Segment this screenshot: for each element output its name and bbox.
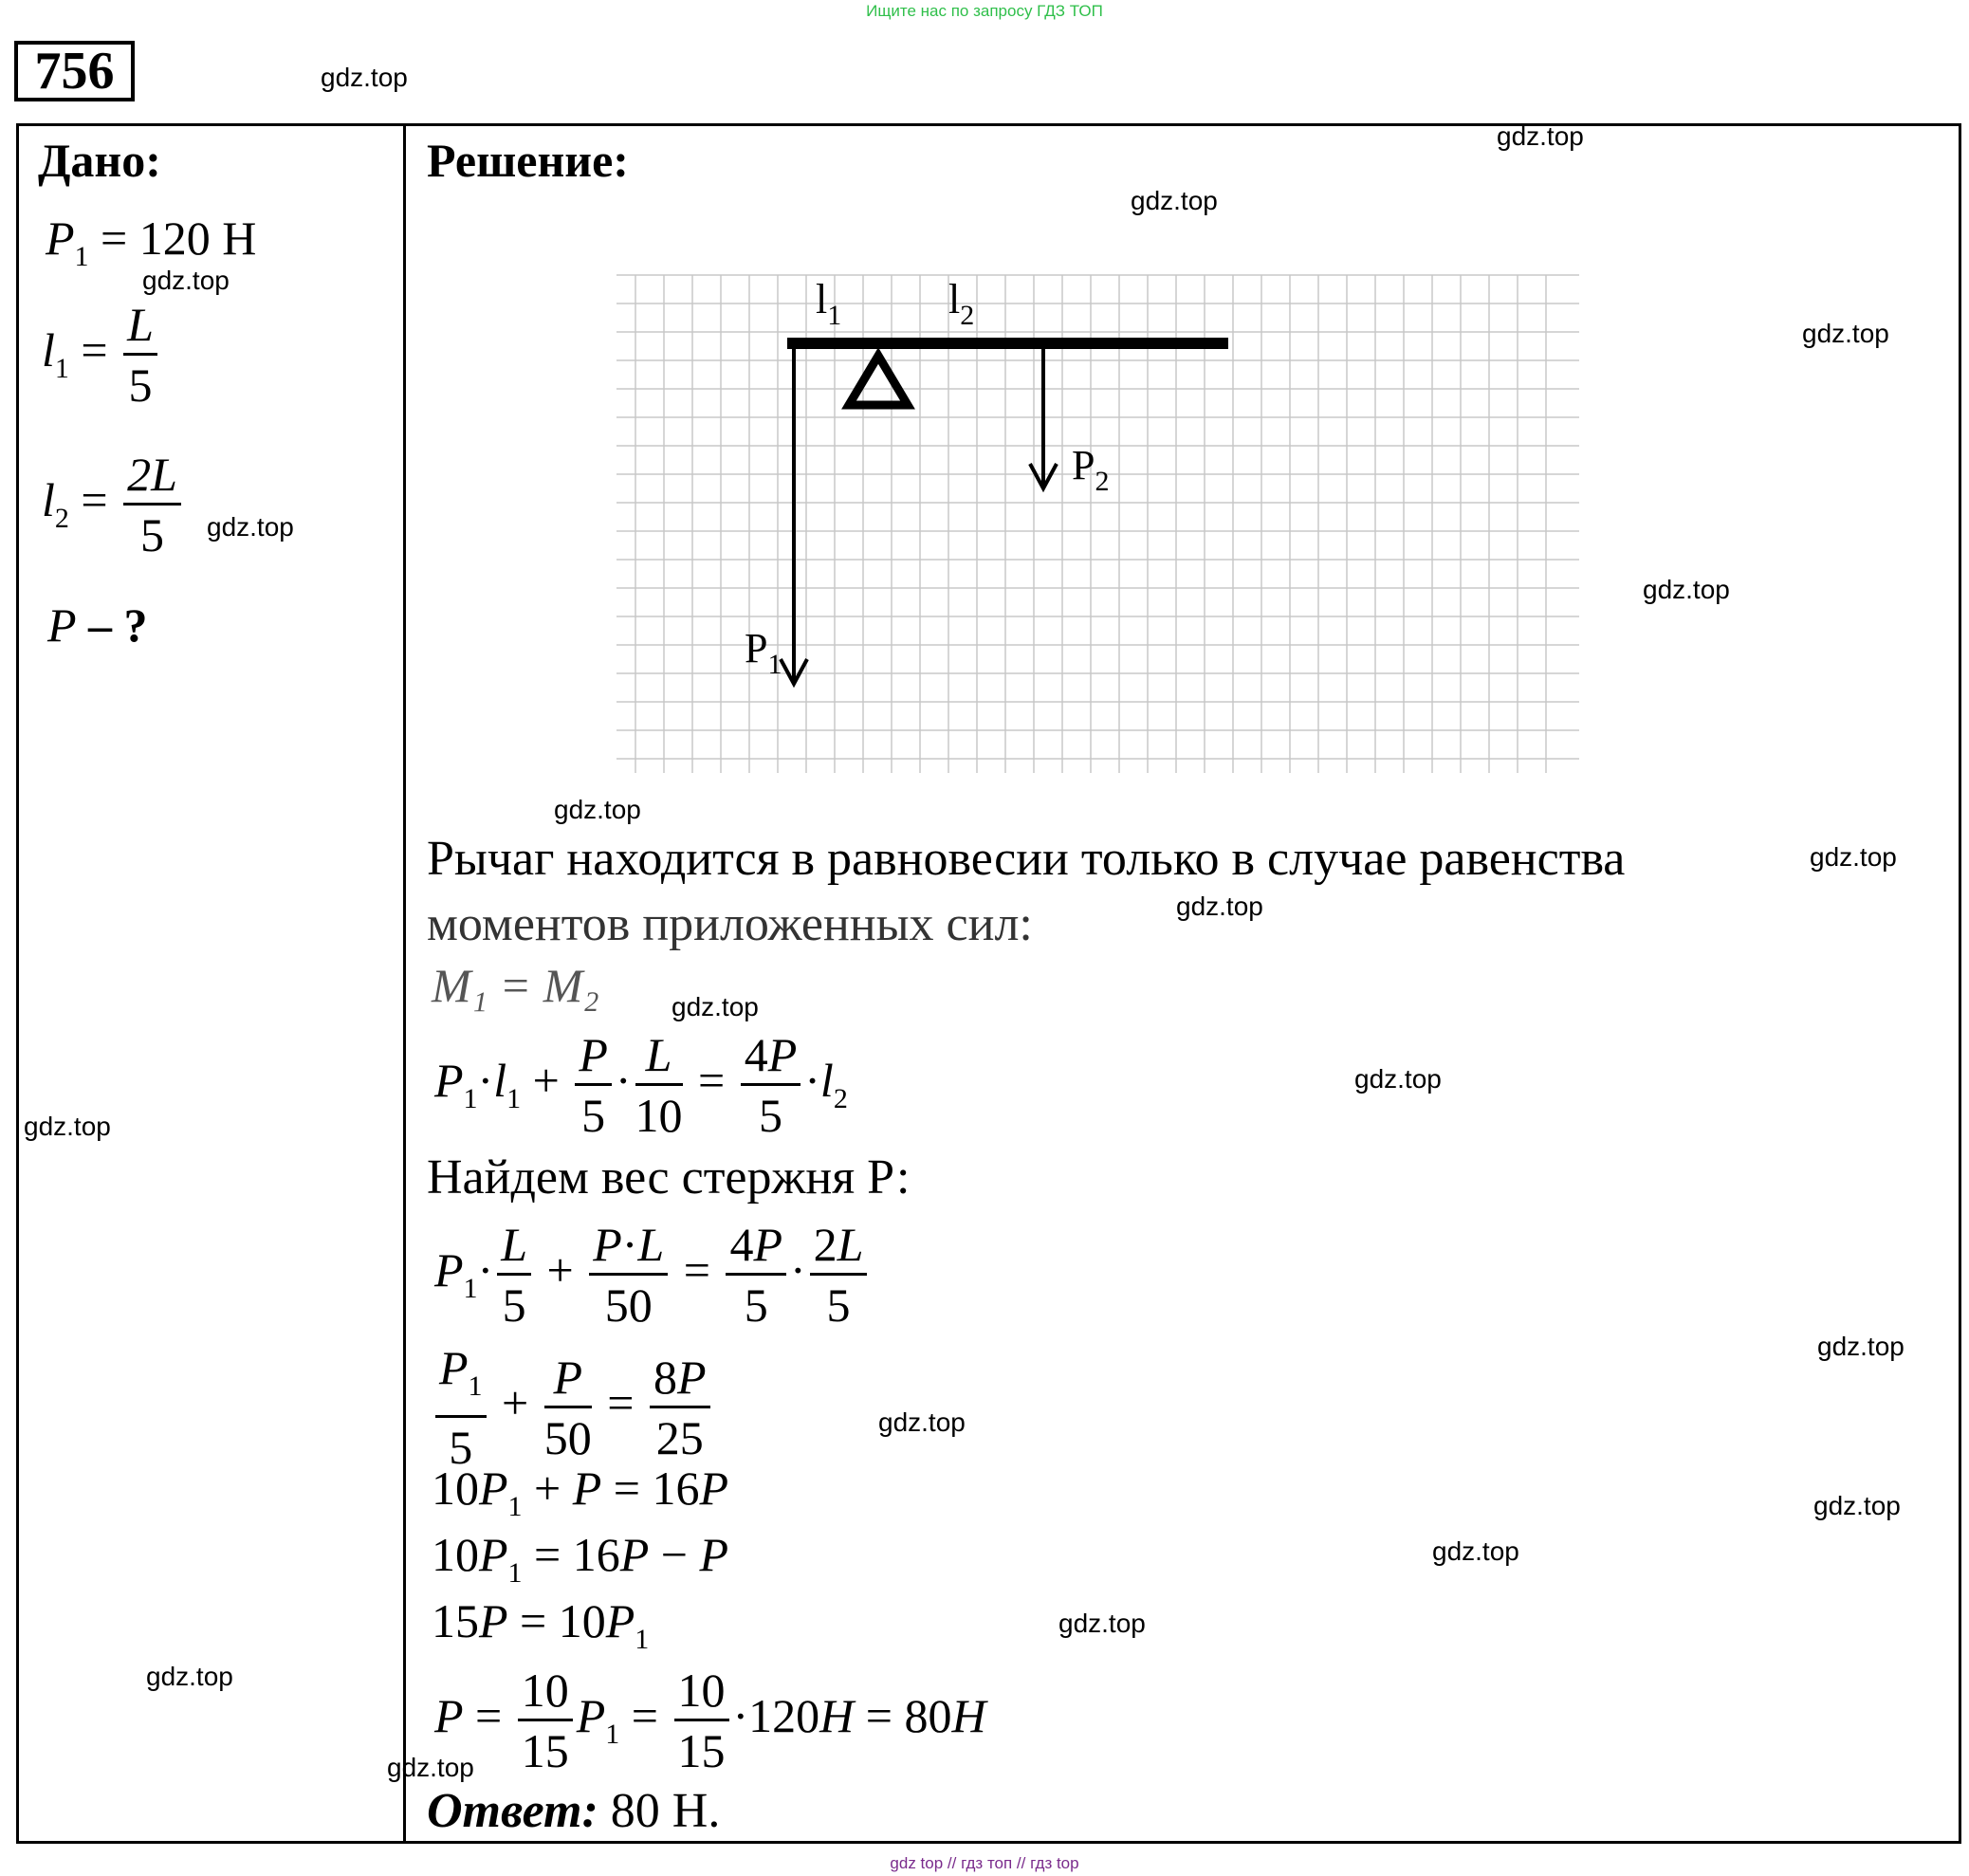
l2-eq: = xyxy=(81,472,108,526)
watermark: gdz.top xyxy=(1802,319,1889,348)
l2-subscript: 2 xyxy=(54,502,69,534)
l1-denominator: 5 xyxy=(128,359,153,412)
top-search-hint[interactable]: Ищите нас по запросу ГДЗ ТОП xyxy=(866,2,1103,20)
watermark: gdz.top xyxy=(1817,1332,1905,1361)
label-l2: $l_2$ xyxy=(948,276,975,331)
text-find-weight: Найдем вес стержня Р: xyxy=(427,1150,911,1205)
p1-symbol: P xyxy=(46,212,75,265)
answer-value: 80 Н. xyxy=(610,1784,721,1838)
p1-value: = 120 Н xyxy=(101,212,257,265)
given-p1 xyxy=(46,211,256,273)
l1-symbol: l xyxy=(42,322,55,377)
text-equilibrium-line1: Рычаг находится в равновесии только в случае равенства xyxy=(427,832,1626,886)
l2-numerator: 2L xyxy=(123,446,181,506)
watermark: gdz.top xyxy=(24,1112,111,1141)
eq-moments: M₁ = M₂ xyxy=(432,959,599,1012)
watermark: gdz.top xyxy=(1643,575,1730,604)
watermark: gdz.top xyxy=(1058,1609,1146,1638)
eq-step3: $15P = 10P_1$ xyxy=(432,1594,650,1655)
watermark: gdz.top xyxy=(387,1753,474,1782)
watermark: gdz.top xyxy=(321,63,408,92)
label-l1: $l_1$ xyxy=(816,276,842,331)
watermark: gdz.top xyxy=(554,795,641,824)
solution-heading: Решение: xyxy=(427,134,629,187)
l2-denominator: 5 xyxy=(140,508,165,561)
watermark: gdz.top xyxy=(1354,1064,1442,1094)
given-find xyxy=(47,598,148,653)
label-p1: $P_1$ xyxy=(745,625,782,680)
column-divider xyxy=(403,123,406,1844)
given-l2 xyxy=(42,446,185,564)
eq-substitution: $P_1\cdot$ $\frac{L}{5}$ + $\frac{P\cdot L}{50}$ = $\frac{4P}{5}$ · $\frac{2L}{5}$ xyxy=(434,1216,871,1334)
bottom-links[interactable]: gdz top // гдз топ // гдз top xyxy=(890,1854,1079,1872)
find-question: – ? xyxy=(88,598,148,652)
given-heading: Дано: xyxy=(38,134,161,187)
watermark: gdz.top xyxy=(1131,186,1218,215)
watermark: gdz.top xyxy=(146,1662,233,1691)
given-l1 xyxy=(42,296,161,414)
watermark: gdz.top xyxy=(878,1407,966,1437)
find-symbol: P xyxy=(47,598,77,652)
problem-number: 756 xyxy=(14,41,135,101)
watermark: gdz.top xyxy=(1432,1536,1519,1566)
watermark: gdz.top xyxy=(207,512,294,542)
watermark: gdz.top xyxy=(142,266,230,295)
watermark: gdz.top xyxy=(1176,892,1263,921)
eq-step1: $10P_1 + P = 16P$ xyxy=(432,1462,729,1522)
watermark: gdz.top xyxy=(1497,121,1584,151)
eq-final: P = $\frac{10}{15}$ $P_1$ = $\frac{10}{15}$ ·120H = 80H xyxy=(434,1664,986,1777)
text-equilibrium-line2: моментов приложенных сил: xyxy=(427,897,1033,951)
p1-subscript: 1 xyxy=(74,241,89,272)
watermark: gdz.top xyxy=(1810,842,1897,872)
fulcrum xyxy=(849,356,908,405)
label-p2: $P_2$ xyxy=(1072,442,1110,497)
answer-label: Ответ: xyxy=(427,1784,598,1838)
l1-numerator: L xyxy=(123,296,157,356)
answer xyxy=(427,1783,720,1839)
watermark: gdz.top xyxy=(672,992,759,1021)
lever-diagram xyxy=(607,270,1584,801)
eq-moment-balance: $P_1\cdot l_1$ + $\frac{P}{5}$ · $\frac{L}{10}$ = $\frac{4P}{5}$ $\cdot l_2$ xyxy=(434,1028,848,1142)
l1-subscript: 1 xyxy=(54,352,69,384)
l1-fraction xyxy=(123,296,157,414)
l2-symbol: l xyxy=(42,472,55,526)
l1-eq: = xyxy=(81,322,108,377)
eq-step2: $10P_1 = 16P - P$ xyxy=(432,1528,729,1589)
watermark: gdz.top xyxy=(1813,1491,1901,1520)
eq-simplified: $\frac{P_1}{5}$ + $\frac{P}{50}$ = $\frac{8P}{25}$ xyxy=(432,1339,714,1477)
l2-fraction xyxy=(123,446,181,564)
